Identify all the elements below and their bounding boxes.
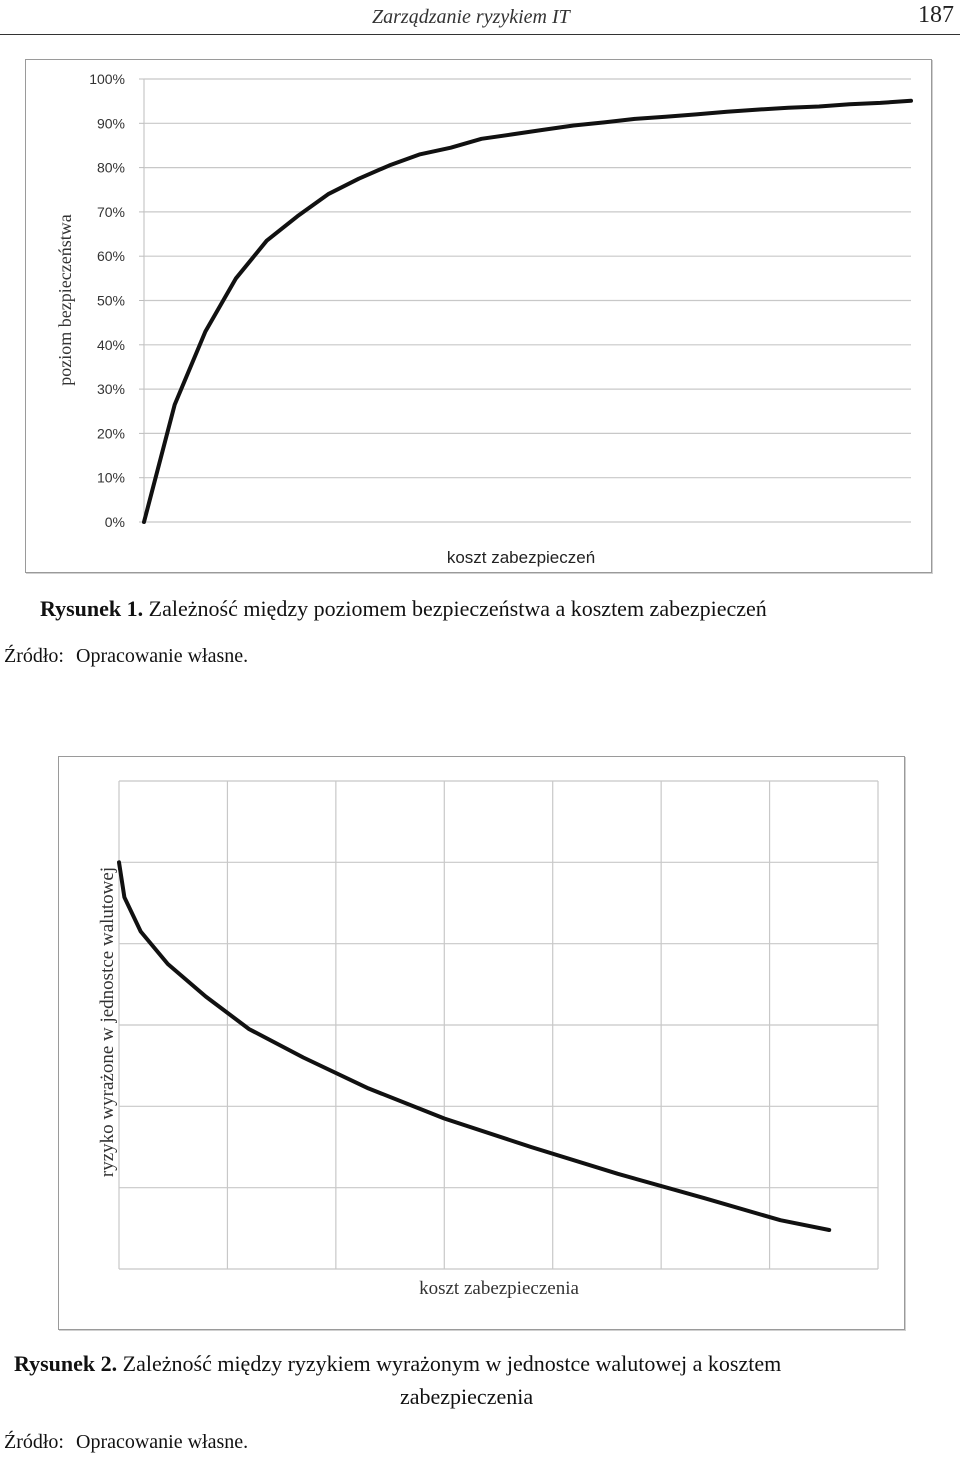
x-axis-label: koszt zabezpieczenia xyxy=(419,1278,579,1299)
tick-label-y: 0% xyxy=(104,514,125,530)
tick-label-y: 80% xyxy=(96,159,125,176)
figure-1-frame xyxy=(25,59,932,573)
figure-2-source xyxy=(4,1431,248,1454)
tick-label-y: 60% xyxy=(96,248,125,265)
figure-2-caption-label: Rysunek 2. xyxy=(14,1351,118,1376)
figure-1-source xyxy=(4,645,248,668)
figure-2-source-text: Opracowanie własne. xyxy=(76,1431,249,1453)
tick-label-y: 10% xyxy=(96,469,125,486)
figure-2-chart xyxy=(59,757,904,1329)
x-axis-label: koszt zabezpieczeń xyxy=(446,548,596,567)
tick-label-y: 100% xyxy=(89,71,125,87)
y-axis-label: ryzyko wyrażone w jednostce walutowej xyxy=(97,866,118,1178)
figure-1-caption xyxy=(40,596,767,622)
series-line xyxy=(144,101,911,522)
figure-1-caption-label: Rysunek 1. xyxy=(40,596,144,621)
tick-label-y: 40% xyxy=(96,336,125,353)
tick-label-y: 20% xyxy=(96,425,125,442)
figure-2-source-label: Źródło: xyxy=(4,1431,64,1453)
y-axis-label: poziom bezpieczeństwa xyxy=(55,214,75,386)
running-header xyxy=(0,0,960,35)
tick-label-y: 70% xyxy=(96,203,125,220)
figure-1-source-text: Opracowanie własne. xyxy=(76,645,249,667)
tick-label-y: 90% xyxy=(96,115,125,132)
figure-2-caption-line2 xyxy=(400,1384,533,1410)
figure-2-caption xyxy=(14,1351,781,1377)
running-title: Zarządzanie ryzykiem IT xyxy=(372,6,570,28)
tick-label-y: 30% xyxy=(96,381,125,398)
page-number: 187 xyxy=(918,2,954,28)
figure-1-source-label: Źródło: xyxy=(4,645,64,667)
tick-label-y: 50% xyxy=(96,292,125,309)
series-line xyxy=(119,862,829,1230)
figure-2-caption-text-line1: Zależność między ryzykiem wyrażonym w jednostce walutowej a kosztem xyxy=(122,1351,782,1376)
figure-1-chart xyxy=(26,60,931,572)
figure-2-frame xyxy=(58,756,905,1330)
figure-1-caption-text: Zależność między poziomem bezpieczeństwa a kosztem zabezpieczeń xyxy=(148,596,767,621)
figure-2-caption-text-line2: zabezpieczenia xyxy=(400,1384,534,1409)
